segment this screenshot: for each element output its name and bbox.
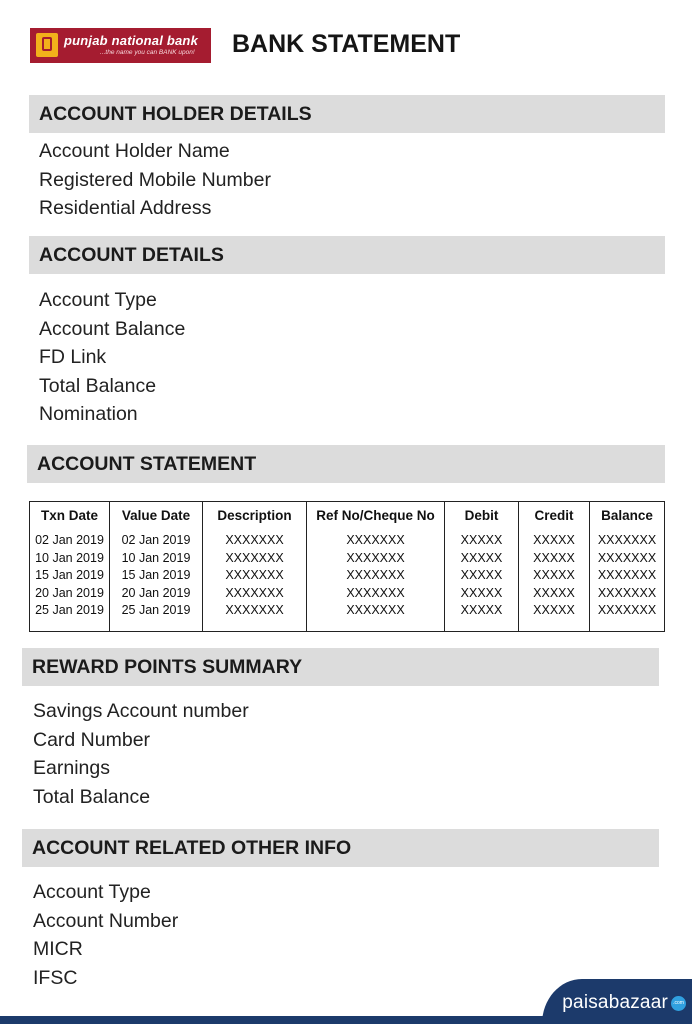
table-cell: XXXXX xyxy=(533,550,575,565)
list-item: Account Balance xyxy=(39,317,186,340)
list-item: Card Number xyxy=(33,728,151,751)
section-header-account: ACCOUNT DETAILS xyxy=(29,236,665,274)
list-item: Account Holder Name xyxy=(39,140,230,162)
bank-logo xyxy=(30,28,211,63)
section-header-statement: ACCOUNT STATEMENT xyxy=(27,445,665,483)
list-item: FD Link xyxy=(39,346,107,369)
column-header: Balance xyxy=(601,508,653,523)
table-column-description xyxy=(203,502,307,631)
list-item: Savings Account number xyxy=(33,700,249,722)
table-column-balance xyxy=(590,502,664,631)
table-column-txn-date xyxy=(30,502,110,631)
table-cell: XXXXX xyxy=(460,585,503,600)
list-item: IFSC xyxy=(33,966,78,989)
table-column-debit xyxy=(445,502,519,631)
holder-field-list xyxy=(39,137,271,223)
section-header-holder: ACCOUNT HOLDER DETAILS xyxy=(29,95,665,133)
list-item: Total Balance xyxy=(39,374,157,397)
bank-logo-tagline: ...the name you can BANK upon! xyxy=(100,49,195,56)
list-item: Registered Mobile Number xyxy=(39,168,271,191)
table-cell: XXXXXXX xyxy=(225,568,284,583)
table-cell: 20 Jan 2019 xyxy=(35,585,104,600)
column-header: Txn Date xyxy=(40,508,98,523)
list-item: Account Type xyxy=(39,289,157,311)
column-header: Value Date xyxy=(121,508,191,523)
table-column-credit xyxy=(519,502,590,631)
table-cell: 25 Jan 2019 xyxy=(35,603,104,618)
brand-dot-com-icon: .com xyxy=(671,996,686,1011)
table-cell: XXXXXXX xyxy=(597,533,657,547)
table-cell: XXXXXXX xyxy=(597,603,657,618)
table-cell: 02 Jan 2019 xyxy=(121,533,191,547)
table-cell: XXXXXXX xyxy=(597,550,657,565)
table-cell: XXXXX xyxy=(460,603,503,618)
table-cell: 10 Jan 2019 xyxy=(121,550,191,565)
page-title: BANK STATEMENT xyxy=(232,30,461,58)
table-cell: XXXXXXX xyxy=(346,568,405,583)
table-cell: XXXXX xyxy=(533,603,575,618)
table-column-ref-no xyxy=(307,502,445,631)
table-cell: XXXXXXX xyxy=(225,603,284,618)
other-info-field-list xyxy=(33,878,178,992)
section-header-rewards: REWARD POINTS SUMMARY xyxy=(22,648,659,686)
table-cell: XXXXX xyxy=(460,550,503,565)
table-cell: XXXXX xyxy=(460,568,503,583)
table-cell: XXXXX xyxy=(533,568,575,583)
rewards-field-list xyxy=(33,697,249,811)
table-cell: XXXXXXX xyxy=(225,585,284,600)
table-cell: XXXXXXX xyxy=(597,568,657,583)
column-header: Credit xyxy=(534,508,574,523)
table-cell: 02 Jan 2019 xyxy=(35,533,104,547)
column-header: Ref No/Cheque No xyxy=(316,508,435,523)
brand-logo-text: paisabazaar xyxy=(562,992,668,1013)
account-field-list xyxy=(39,286,185,429)
table-cell: XXXXXXX xyxy=(346,550,405,565)
table-cell: 10 Jan 2019 xyxy=(35,550,104,565)
column-header: Description xyxy=(217,508,292,523)
bank-logo-icon xyxy=(36,33,58,57)
list-item: Account Type xyxy=(33,881,151,903)
table-cell: 20 Jan 2019 xyxy=(121,585,191,600)
section-header-other-info: ACCOUNT RELATED OTHER INFO xyxy=(22,829,659,867)
table-cell: XXXXXXX xyxy=(346,533,405,547)
list-item: Account Number xyxy=(33,909,179,932)
table-cell: 15 Jan 2019 xyxy=(121,568,191,583)
column-header: Debit xyxy=(464,508,499,523)
list-item: Earnings xyxy=(33,757,110,780)
table-cell: XXXXX xyxy=(460,533,503,547)
list-item: Residential Address xyxy=(39,197,212,220)
table-cell: XXXXX xyxy=(533,533,575,547)
table-column-value-date xyxy=(110,502,203,631)
table-cell: 15 Jan 2019 xyxy=(35,568,104,583)
table-cell: XXXXXXX xyxy=(225,550,284,565)
table-cell: XXXXX xyxy=(533,585,575,600)
list-item: Total Balance xyxy=(33,785,151,808)
list-item: Nomination xyxy=(39,403,138,426)
table-cell: 25 Jan 2019 xyxy=(121,603,191,618)
table-cell: XXXXXXX xyxy=(346,603,405,618)
statement-table xyxy=(29,501,665,632)
list-item: MICR xyxy=(33,938,83,961)
table-cell: XXXXXXX xyxy=(225,533,284,547)
table-cell: XXXXXXX xyxy=(597,585,657,600)
table-cell: XXXXXXX xyxy=(346,585,405,600)
bank-logo-name: punjab national bank xyxy=(64,33,199,48)
